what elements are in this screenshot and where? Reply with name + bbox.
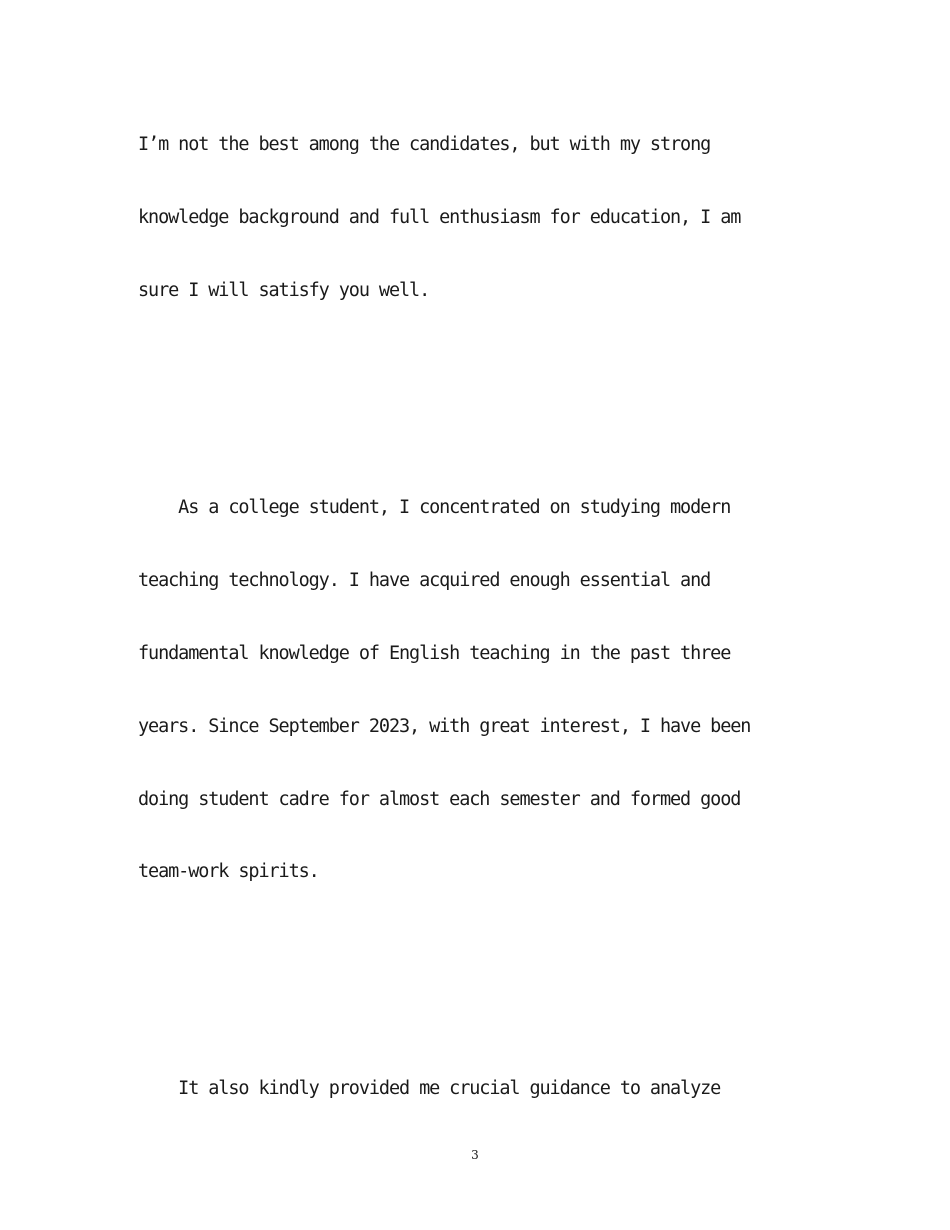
paragraph-1-line-3: sure I will satisfy you well.: [138, 280, 430, 301]
paragraph-2-line-6: team-work spirits.: [138, 861, 319, 882]
paragraph-1-line-2: knowledge background and full enthusiasm for education, I am: [138, 207, 741, 228]
paragraph-1-line-1: I’m not the best among the candidates, but with my strong: [138, 134, 711, 155]
page-number: 3: [471, 1148, 479, 1162]
paragraph-2-line-4: years. Since September 2023, with great interest, I have been: [138, 716, 751, 737]
paragraph-2-line-1: As a college student, I concentrated on studying modern: [138, 497, 731, 518]
paragraph-3-line-1: It also kindly provided me crucial guidance to analyze: [138, 1078, 721, 1099]
paragraph-2-line-3: fundamental knowledge of English teaching in the past three: [138, 643, 731, 664]
paragraph-2-line-2: teaching technology. I have acquired enough essential and: [138, 570, 711, 591]
paragraph-2-line-5: doing student cadre for almost each semester and formed good: [138, 789, 741, 810]
